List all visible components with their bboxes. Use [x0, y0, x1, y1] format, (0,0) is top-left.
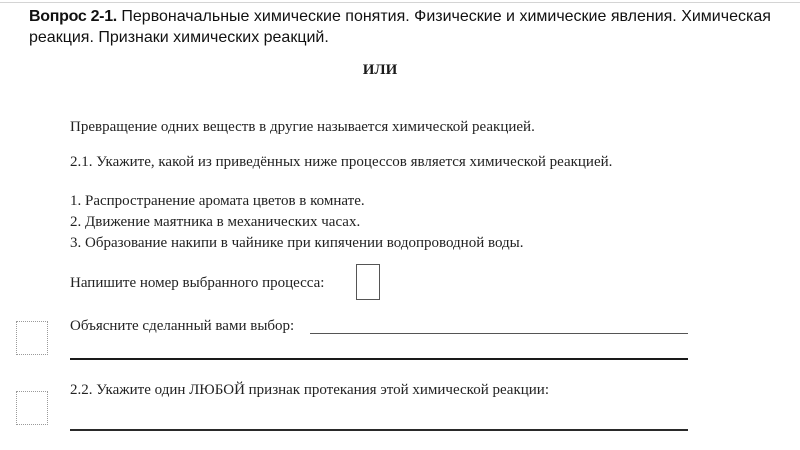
- intro-text: Превращение одних веществ в другие называется химической реакцией.: [70, 119, 535, 135]
- score-box-2-2[interactable]: [16, 391, 48, 425]
- question-2-2-prompt: 2.2. Укажите один ЛЮБОЙ признак протекания этой химической реакции:: [70, 382, 550, 398]
- explain-blank-line-1[interactable]: [310, 333, 688, 334]
- explain-label: Объясните сделанный вами выбор:: [70, 318, 295, 334]
- question-number: Вопрос 2-1.: [29, 8, 117, 25]
- question-header: [29, 6, 789, 48]
- question-topic: Первоначальные химические понятия. Физические и химические явления. Химическая реакция. Признаки химических реакций.: [29, 8, 771, 46]
- sign-blank-line[interactable]: [70, 429, 688, 431]
- option-2: 2. Движение маятника в механических часах.: [70, 214, 361, 230]
- explain-blank-line-2[interactable]: [70, 358, 688, 360]
- answer-label: Напишите номер выбранного процесса:: [70, 275, 325, 291]
- question-2-1-prompt: 2.1. Укажите, какой из приведённых ниже процессов является химической реакцией.: [70, 154, 613, 170]
- answer-number-box[interactable]: [356, 264, 380, 300]
- or-separator: ИЛИ: [362, 62, 398, 78]
- top-border: [0, 2, 800, 3]
- option-3: 3. Образование накипи в чайнике при кипячении водопроводной воды.: [70, 235, 524, 251]
- score-box-2-1[interactable]: [16, 321, 48, 355]
- option-1: 1. Распространение аромата цветов в комнате.: [70, 193, 365, 209]
